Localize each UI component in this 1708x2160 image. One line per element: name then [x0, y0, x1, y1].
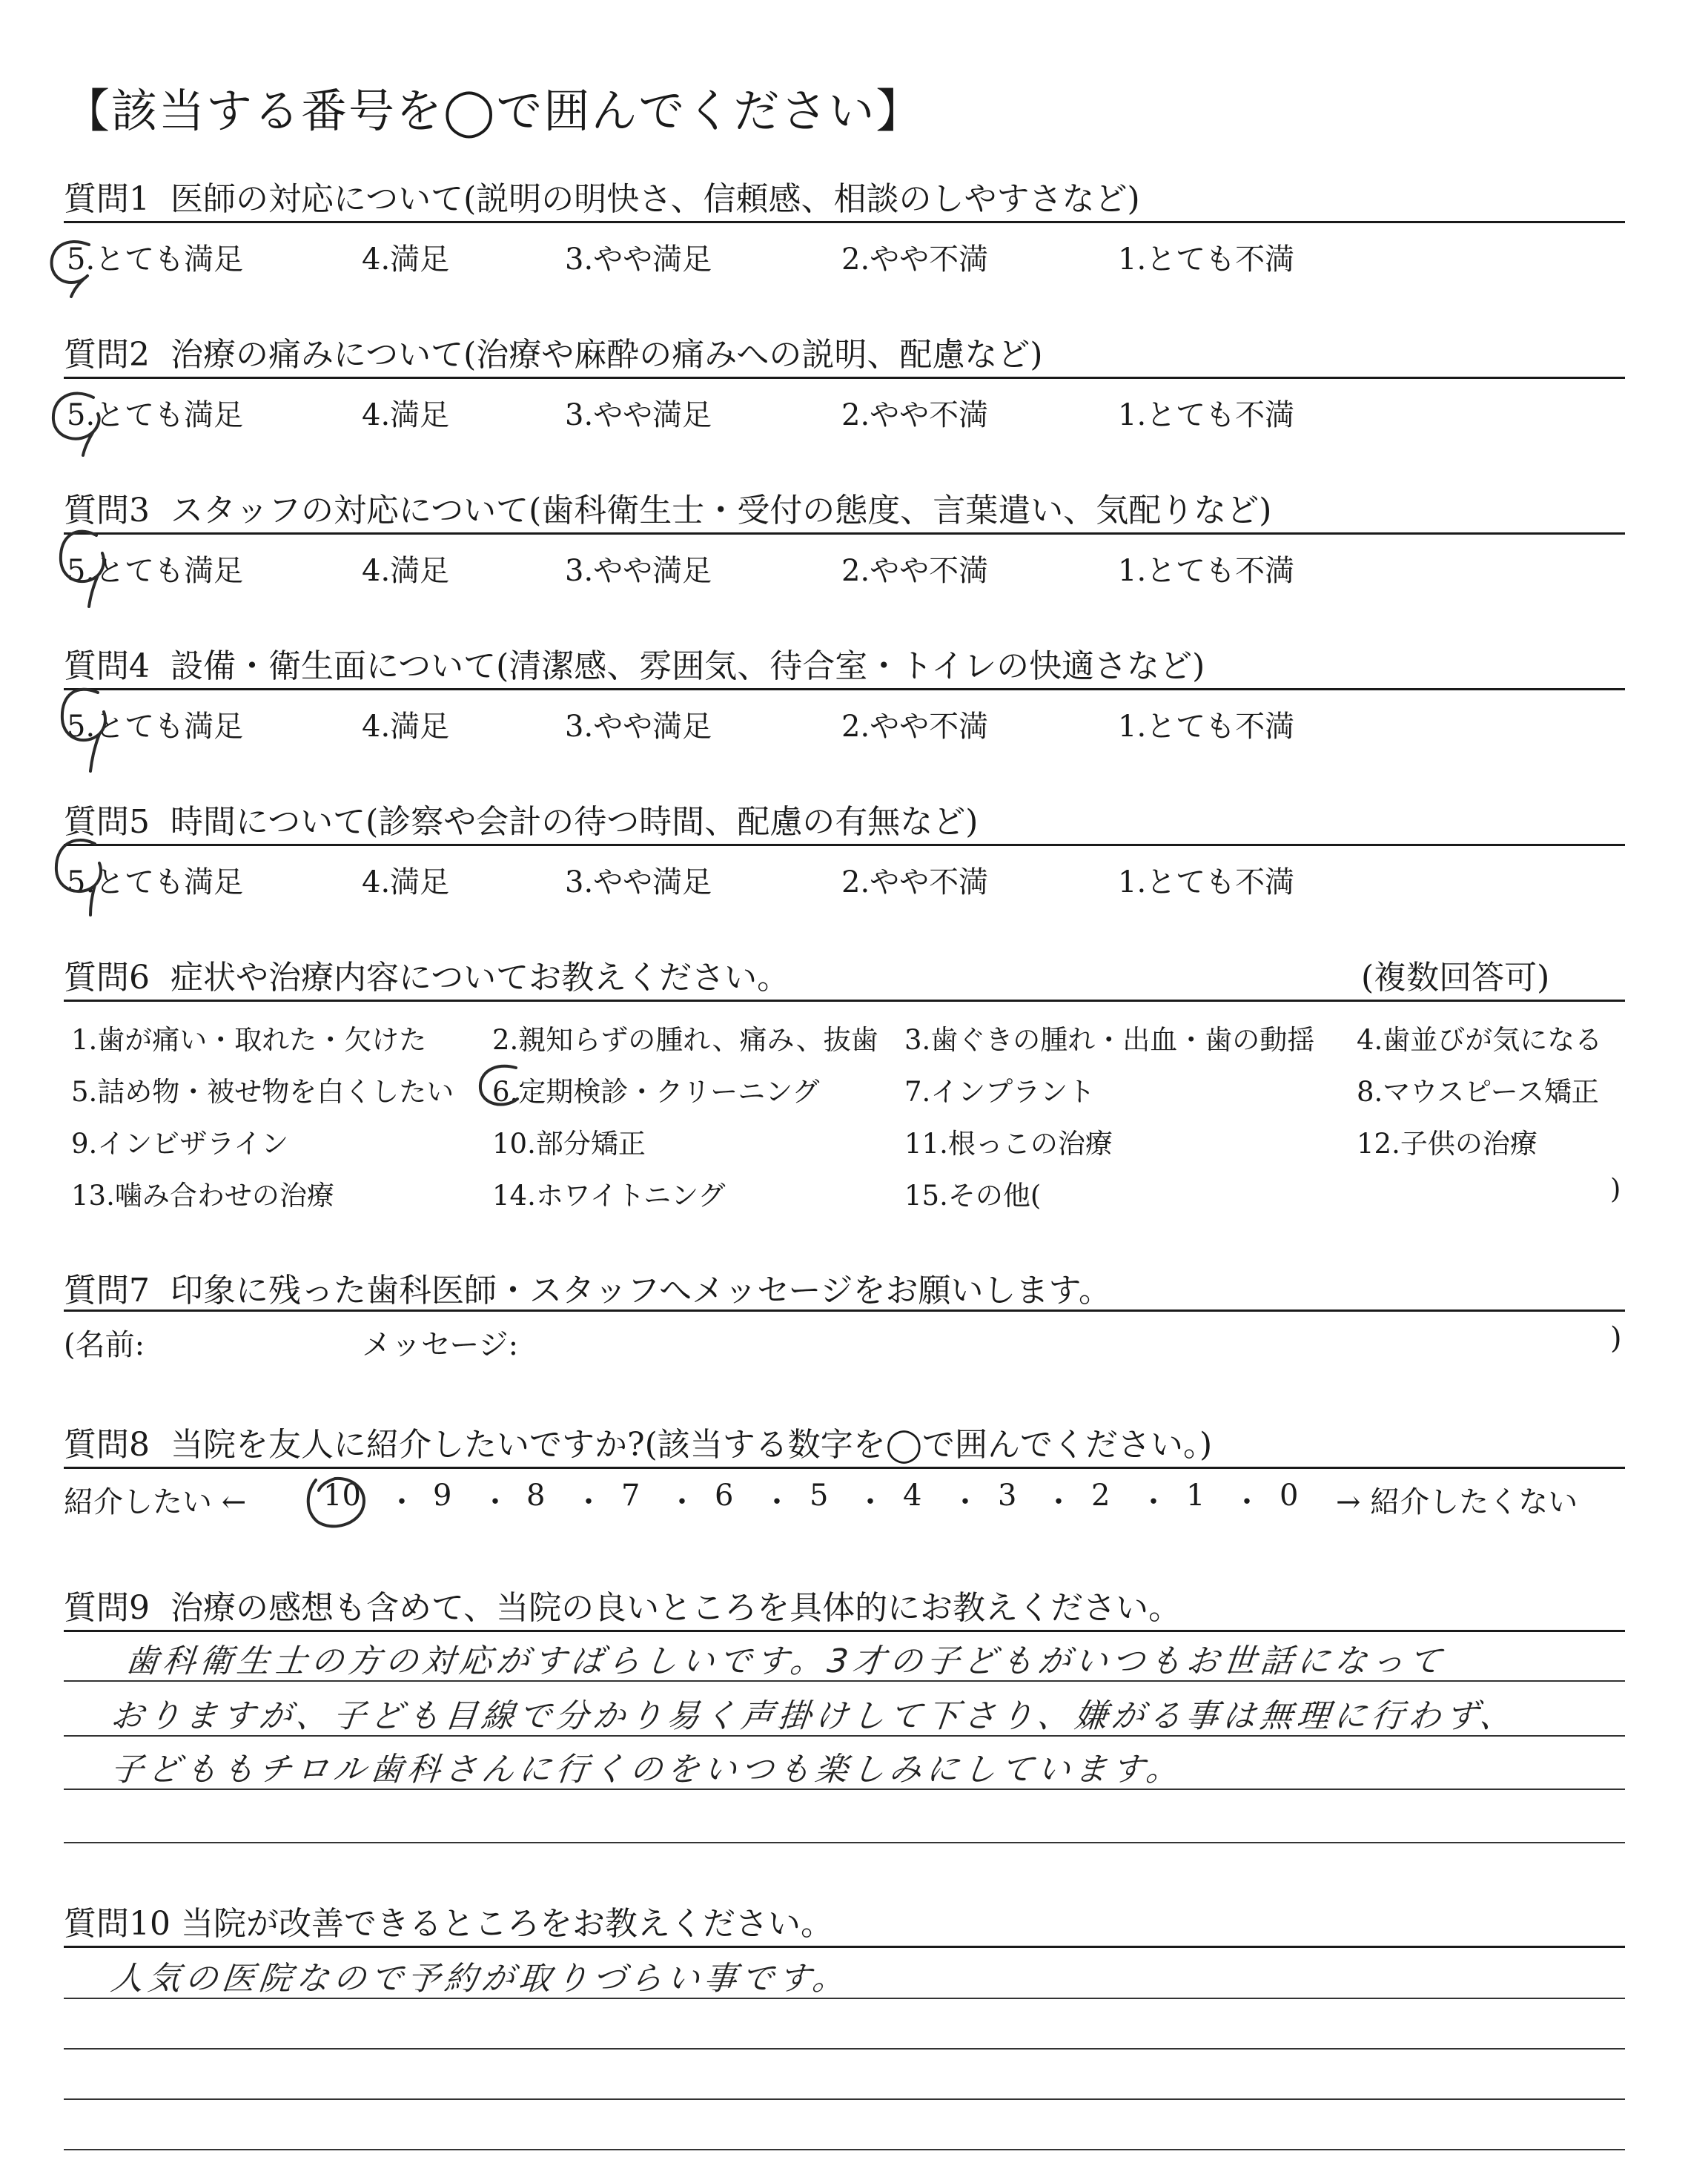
- message-field-label: メッセージ:: [362, 1328, 519, 1362]
- q2-option-2[interactable]: 2.やや不満: [841, 398, 989, 432]
- q3-option-2[interactable]: 2.やや不満: [841, 554, 989, 588]
- close-paren: ): [1610, 1321, 1622, 1355]
- scale-dot: ・: [855, 1485, 885, 1519]
- scale-dot: ・: [1044, 1485, 1073, 1519]
- scale-dot: ・: [1232, 1485, 1262, 1519]
- question-label: 質問4: [64, 647, 150, 685]
- question-2: [64, 328, 1043, 375]
- q2-circle-mark: [46, 386, 113, 460]
- answer-line: [64, 2098, 1625, 2100]
- question-text: 症状や治療内容についてお教えください。: [170, 959, 790, 997]
- q6-option-2[interactable]: 2.親知らずの腫れ、痛み、抜歯: [492, 1024, 878, 1056]
- q1-option-1[interactable]: 1.とても不満: [1118, 242, 1295, 277]
- scale-2[interactable]: 2: [1091, 1479, 1110, 1513]
- q5-circle-mark: [49, 829, 116, 925]
- question-text: 治療の感想も含めて、当院の良いところを具体的にお教えください。: [170, 1589, 1182, 1627]
- q9-answer-line-3: 子どももチロル歯科さんに行くのをいつも楽しみにしています。: [108, 1751, 1185, 1789]
- q10-answer-line-1: 人気の医院なので予約が取りづらい事です。: [108, 1960, 852, 1998]
- q5-option-2[interactable]: 2.やや不満: [841, 865, 989, 899]
- q2-option-4[interactable]: 4.満足: [362, 398, 450, 432]
- question-label: 質問10: [64, 1905, 171, 1943]
- question-label: 質問2: [64, 336, 150, 374]
- question-3: [64, 483, 1271, 531]
- scale-7[interactable]: 7: [621, 1479, 640, 1513]
- q1-option-3[interactable]: 3.やや満足: [565, 242, 712, 277]
- q3-option-1[interactable]: 1.とても不満: [1118, 554, 1295, 588]
- q5-option-1[interactable]: 1.とても不満: [1118, 865, 1295, 899]
- scale-10[interactable]: 10: [323, 1479, 361, 1513]
- question-4: [64, 639, 1205, 687]
- question-7: [64, 1264, 1111, 1311]
- name-field-label: (名前:: [64, 1328, 145, 1362]
- q3-option-4[interactable]: 4.満足: [362, 554, 450, 588]
- q5-option-4[interactable]: 4.満足: [362, 865, 450, 899]
- question-5: [64, 795, 978, 842]
- scale-3[interactable]: 3: [998, 1479, 1017, 1513]
- q9-answer-line-2: おりますが、子ども目線で分かり易く声掛けして下さり、嫌がる事は無理に行わず、: [108, 1697, 1519, 1735]
- q6-option-8[interactable]: 8.マウスピース矯正: [1357, 1076, 1599, 1108]
- q4-option-4[interactable]: 4.満足: [362, 710, 450, 744]
- question-9: [64, 1581, 1181, 1628]
- q6-option-14[interactable]: 14.ホワイトニング: [492, 1180, 726, 1212]
- question-label: 質問3: [64, 492, 150, 529]
- question-text: 当院が改善できるところをお教えください。: [181, 1905, 833, 1943]
- scale-dot: ・: [1139, 1485, 1168, 1519]
- scale-5[interactable]: 5: [810, 1479, 829, 1513]
- q5-option-3[interactable]: 3.やや満足: [565, 865, 712, 899]
- question-1: [64, 172, 1140, 219]
- question-text: 当院を友人に紹介したいですか?(該当する数字を◯で囲んでください。): [170, 1426, 1213, 1464]
- q3-option-5[interactable]: 5.とても満足: [67, 554, 244, 588]
- q1-option-5[interactable]: 5.とても満足: [67, 242, 244, 277]
- question-6: [64, 951, 790, 998]
- q6-option-11[interactable]: 11.根っこの治療: [904, 1128, 1113, 1160]
- q6-option-5[interactable]: 5.詰め物・被せ物を白くしたい: [71, 1076, 454, 1108]
- divider: [64, 1946, 1625, 1948]
- q4-circle-mark: [55, 676, 122, 780]
- q6-option-4[interactable]: 4.歯並びが気になる: [1357, 1024, 1603, 1056]
- scale-6[interactable]: 6: [715, 1479, 734, 1513]
- question-8: [64, 1418, 1212, 1465]
- q8-circle-mark: [299, 1471, 381, 1538]
- divider: [64, 1630, 1625, 1632]
- q6-option-15[interactable]: 15.その他(: [904, 1180, 1042, 1212]
- q3-circle-mark: [52, 519, 119, 615]
- question-text: 印象に残った歯科医師・スタッフへメッセージをお願いします。: [170, 1272, 1111, 1309]
- question-10: [64, 1897, 833, 1944]
- scale-1[interactable]: 1: [1186, 1479, 1205, 1513]
- q2-option-1[interactable]: 1.とても不満: [1118, 398, 1295, 432]
- q6-other-close-paren: ): [1610, 1173, 1621, 1205]
- page-title: 【該当する番号を◯で囲んでください】: [64, 84, 924, 138]
- divider: [64, 1000, 1625, 1002]
- q6-option-6[interactable]: 6.定期検診・クリーニング: [492, 1076, 820, 1108]
- scale-8[interactable]: 8: [526, 1479, 546, 1513]
- scale-4[interactable]: 4: [903, 1479, 922, 1513]
- q6-option-1[interactable]: 1.歯が痛い・取れた・欠けた: [71, 1024, 427, 1056]
- q2-option-5[interactable]: 5.とても満足: [67, 398, 244, 432]
- scale-9[interactable]: 9: [433, 1479, 452, 1513]
- question-label: 質問9: [64, 1589, 150, 1627]
- question-text: 設備・衛生面について(清潔感、雰囲気、待合室・トイレの快適さなど): [170, 647, 1205, 685]
- scale-dot: ・: [480, 1485, 510, 1519]
- q2-option-3[interactable]: 3.やや満足: [565, 398, 712, 432]
- question-text: 医師の対応について(説明の明快さ、信頼感、相談のしやすさなど): [170, 180, 1140, 218]
- scale-dot: ・: [667, 1485, 697, 1519]
- scale-dot: ・: [574, 1485, 603, 1519]
- q6-option-13[interactable]: 13.噛み合わせの治療: [71, 1180, 334, 1212]
- answer-line: [64, 1842, 1625, 1843]
- q6-option-7[interactable]: 7.インプラント: [904, 1076, 1096, 1108]
- multiple-answer-note: (複数回答可): [1361, 959, 1550, 997]
- question-label: 質問1: [64, 180, 150, 218]
- divider: [64, 532, 1625, 535]
- not-recommend-label: → 紹介したくない: [1336, 1485, 1578, 1519]
- question-text: 時間について(診察や会計の待つ時間、配慮の有無など): [170, 803, 979, 841]
- scale-dot: ・: [950, 1485, 980, 1519]
- question-text: 治療の痛みについて(治療や麻酔の痛みへの説明、配慮など): [170, 336, 1043, 374]
- recommend-label: 紹介したい ←: [64, 1485, 247, 1519]
- question-label: 質問5: [64, 803, 150, 841]
- divider: [64, 1309, 1625, 1312]
- question-label: 質問8: [64, 1426, 150, 1464]
- divider: [64, 688, 1625, 690]
- q4-option-3[interactable]: 3.やや満足: [565, 710, 712, 744]
- q4-option-1[interactable]: 1.とても不満: [1118, 710, 1295, 744]
- q1-circle-mark: [44, 234, 104, 294]
- question-text: スタッフの対応について(歯科衛生士・受付の態度、言葉遣い、気配りなど): [170, 492, 1272, 529]
- divider: [64, 844, 1625, 846]
- scale-dot: ・: [387, 1485, 417, 1519]
- question-label: 質問6: [64, 959, 150, 997]
- q9-answer-line-1: 歯科衛生士の方の対応がすばらしいです。3才の子どもがいつもお世話になって: [123, 1642, 1448, 1680]
- divider: [64, 221, 1625, 223]
- q1-option-4[interactable]: 4.満足: [362, 242, 450, 277]
- question-label: 質問7: [64, 1272, 150, 1309]
- q5-option-5[interactable]: 5.とても満足: [67, 865, 244, 899]
- scale-0[interactable]: 0: [1280, 1479, 1299, 1513]
- scale-dot: ・: [762, 1485, 792, 1519]
- q6-option-3[interactable]: 3.歯ぐきの腫れ・出血・歯の動揺: [904, 1024, 1315, 1056]
- q6-option-12[interactable]: 12.子供の治療: [1357, 1128, 1537, 1160]
- divider: [64, 377, 1625, 379]
- answer-line: [64, 2149, 1625, 2150]
- q1-option-2[interactable]: 2.やや不満: [841, 242, 989, 277]
- q6-circle-mark: [474, 1060, 534, 1114]
- q6-option-10[interactable]: 10.部分矯正: [492, 1128, 646, 1160]
- q4-option-2[interactable]: 2.やや不満: [841, 710, 989, 744]
- answer-line: [64, 2048, 1625, 2050]
- divider: [64, 1467, 1625, 1469]
- q3-option-3[interactable]: 3.やや満足: [565, 554, 712, 588]
- q6-option-9[interactable]: 9.インビザライン: [71, 1128, 289, 1160]
- q4-option-5[interactable]: 5.とても満足: [67, 710, 244, 744]
